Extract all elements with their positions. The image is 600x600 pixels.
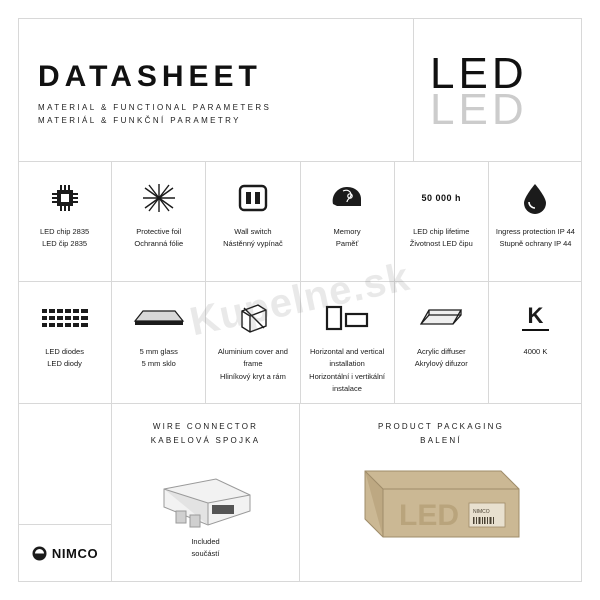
wire-connector-note (112, 536, 299, 560)
header (18, 18, 582, 162)
feature-cell (301, 282, 395, 403)
kelvin-icon (522, 298, 550, 338)
led-chip-icon (48, 178, 82, 218)
caption-cz: Paměť (335, 239, 359, 249)
caption-cz: Hliníkový kryt a rám (220, 371, 286, 381)
protective-foil-icon (141, 178, 177, 218)
product-box-image (300, 449, 582, 557)
memory-head-icon (329, 178, 365, 218)
watermark: Kupelne.sk (186, 254, 414, 345)
wall-switch-icon (236, 178, 270, 218)
caption-en: LED chip 2835 (39, 227, 90, 236)
heading-en: WIRE CONNECTOR (152, 422, 259, 431)
note-cz: součástí (191, 549, 220, 558)
brand-name: NIMCO (51, 545, 99, 561)
aluminium-frame-icon (236, 298, 270, 338)
lifetime-value: 50 000 h (421, 193, 462, 203)
heading-en: PRODUCT PACKAGING (377, 422, 504, 431)
water-drop-icon (520, 178, 550, 218)
note-en: Included (191, 537, 220, 546)
feature-caption (217, 226, 289, 251)
acrylic-diffuser-icon (417, 298, 465, 338)
caption-en: Memory (333, 227, 361, 236)
led-diodes-strip-icon (40, 298, 90, 338)
feature-caption (34, 226, 95, 251)
caption-en: Ingress protection IP 44 (495, 227, 575, 236)
lifetime-text-icon (422, 178, 462, 218)
caption-cz: LED diody (47, 359, 82, 369)
packaging-column (300, 404, 582, 582)
feature-caption (134, 346, 184, 371)
feature-row-2 (18, 282, 582, 404)
feature-cell (489, 162, 582, 281)
feature-caption (518, 346, 554, 358)
feature-caption (490, 226, 581, 251)
subtitle-cz: MATERIÁL & FUNKČNÍ PARAMETRY (38, 115, 241, 125)
nimco-mark-icon (32, 546, 47, 561)
feature-caption (39, 346, 90, 371)
header-title-block (18, 18, 414, 161)
caption-cz: Životnost LED čipu (409, 239, 473, 249)
caption-en: Horizontal and vertical installation (310, 347, 385, 369)
caption-cz: LED čip 2835 (42, 239, 88, 249)
feature-cell (18, 162, 112, 281)
caption-en: 4000 K (523, 347, 548, 356)
caption-cz: Nástěnný vypínač (223, 239, 283, 249)
caption-en: LED diodes (45, 347, 84, 356)
feature-cell (18, 282, 112, 403)
caption-cz: Horizontální i vertikální instalace (309, 371, 386, 394)
wire-connector-column (112, 404, 300, 582)
feature-cell (301, 162, 395, 281)
feature-cell (112, 162, 206, 281)
feature-cell (395, 162, 489, 281)
caption-en: 5 mm glass (139, 347, 178, 356)
feature-cell (489, 282, 582, 403)
feature-caption (301, 346, 394, 396)
caption-cz: Stupně ochrany IP 44 (499, 239, 572, 249)
feature-caption (128, 226, 189, 251)
svg-text:LED: LED (399, 498, 459, 532)
heading-cz: BALENÍ (420, 436, 462, 446)
kelvin-symbol: K (522, 305, 550, 331)
feature-cell (112, 282, 206, 403)
feature-cell (206, 162, 300, 281)
feature-caption (409, 346, 474, 371)
feature-cell (206, 282, 300, 403)
caption-cz: 5 mm sklo (141, 359, 176, 369)
feature-row-1 (18, 162, 582, 282)
subtitle-en: MATERIAL & FUNCTIONAL PARAMETERS (38, 103, 272, 112)
caption-cz: Akrylový difuzor (414, 359, 468, 369)
caption-en: Protective foil (136, 227, 182, 236)
orientation-icon (325, 298, 369, 338)
feature-caption (404, 226, 479, 251)
caption-cz: Ochranná fólie (134, 239, 184, 249)
caption-en: LED chip lifetime (413, 227, 470, 236)
heading-cz: KABELOVÁ SPOJKA (150, 436, 261, 446)
brand-logo (18, 524, 112, 582)
led-logo-shadow: LED (430, 85, 528, 134)
page-title: DATASHEET (38, 60, 262, 93)
glass-layer-icon (133, 298, 185, 338)
feature-cell (395, 282, 489, 403)
feature-caption (328, 226, 367, 251)
header-logo-block (414, 18, 582, 161)
caption-en: Acrylic diffuser (416, 347, 466, 356)
led-logo: LED (430, 49, 528, 98)
svg-text:NIMCO: NIMCO (473, 508, 490, 515)
packaging-heading (300, 404, 582, 449)
wire-connector-heading (112, 404, 299, 449)
page-subtitle (38, 102, 413, 128)
feature-caption (206, 346, 299, 383)
caption-en: Wall switch (234, 227, 272, 236)
caption-en: Aluminium cover and frame (217, 347, 288, 369)
